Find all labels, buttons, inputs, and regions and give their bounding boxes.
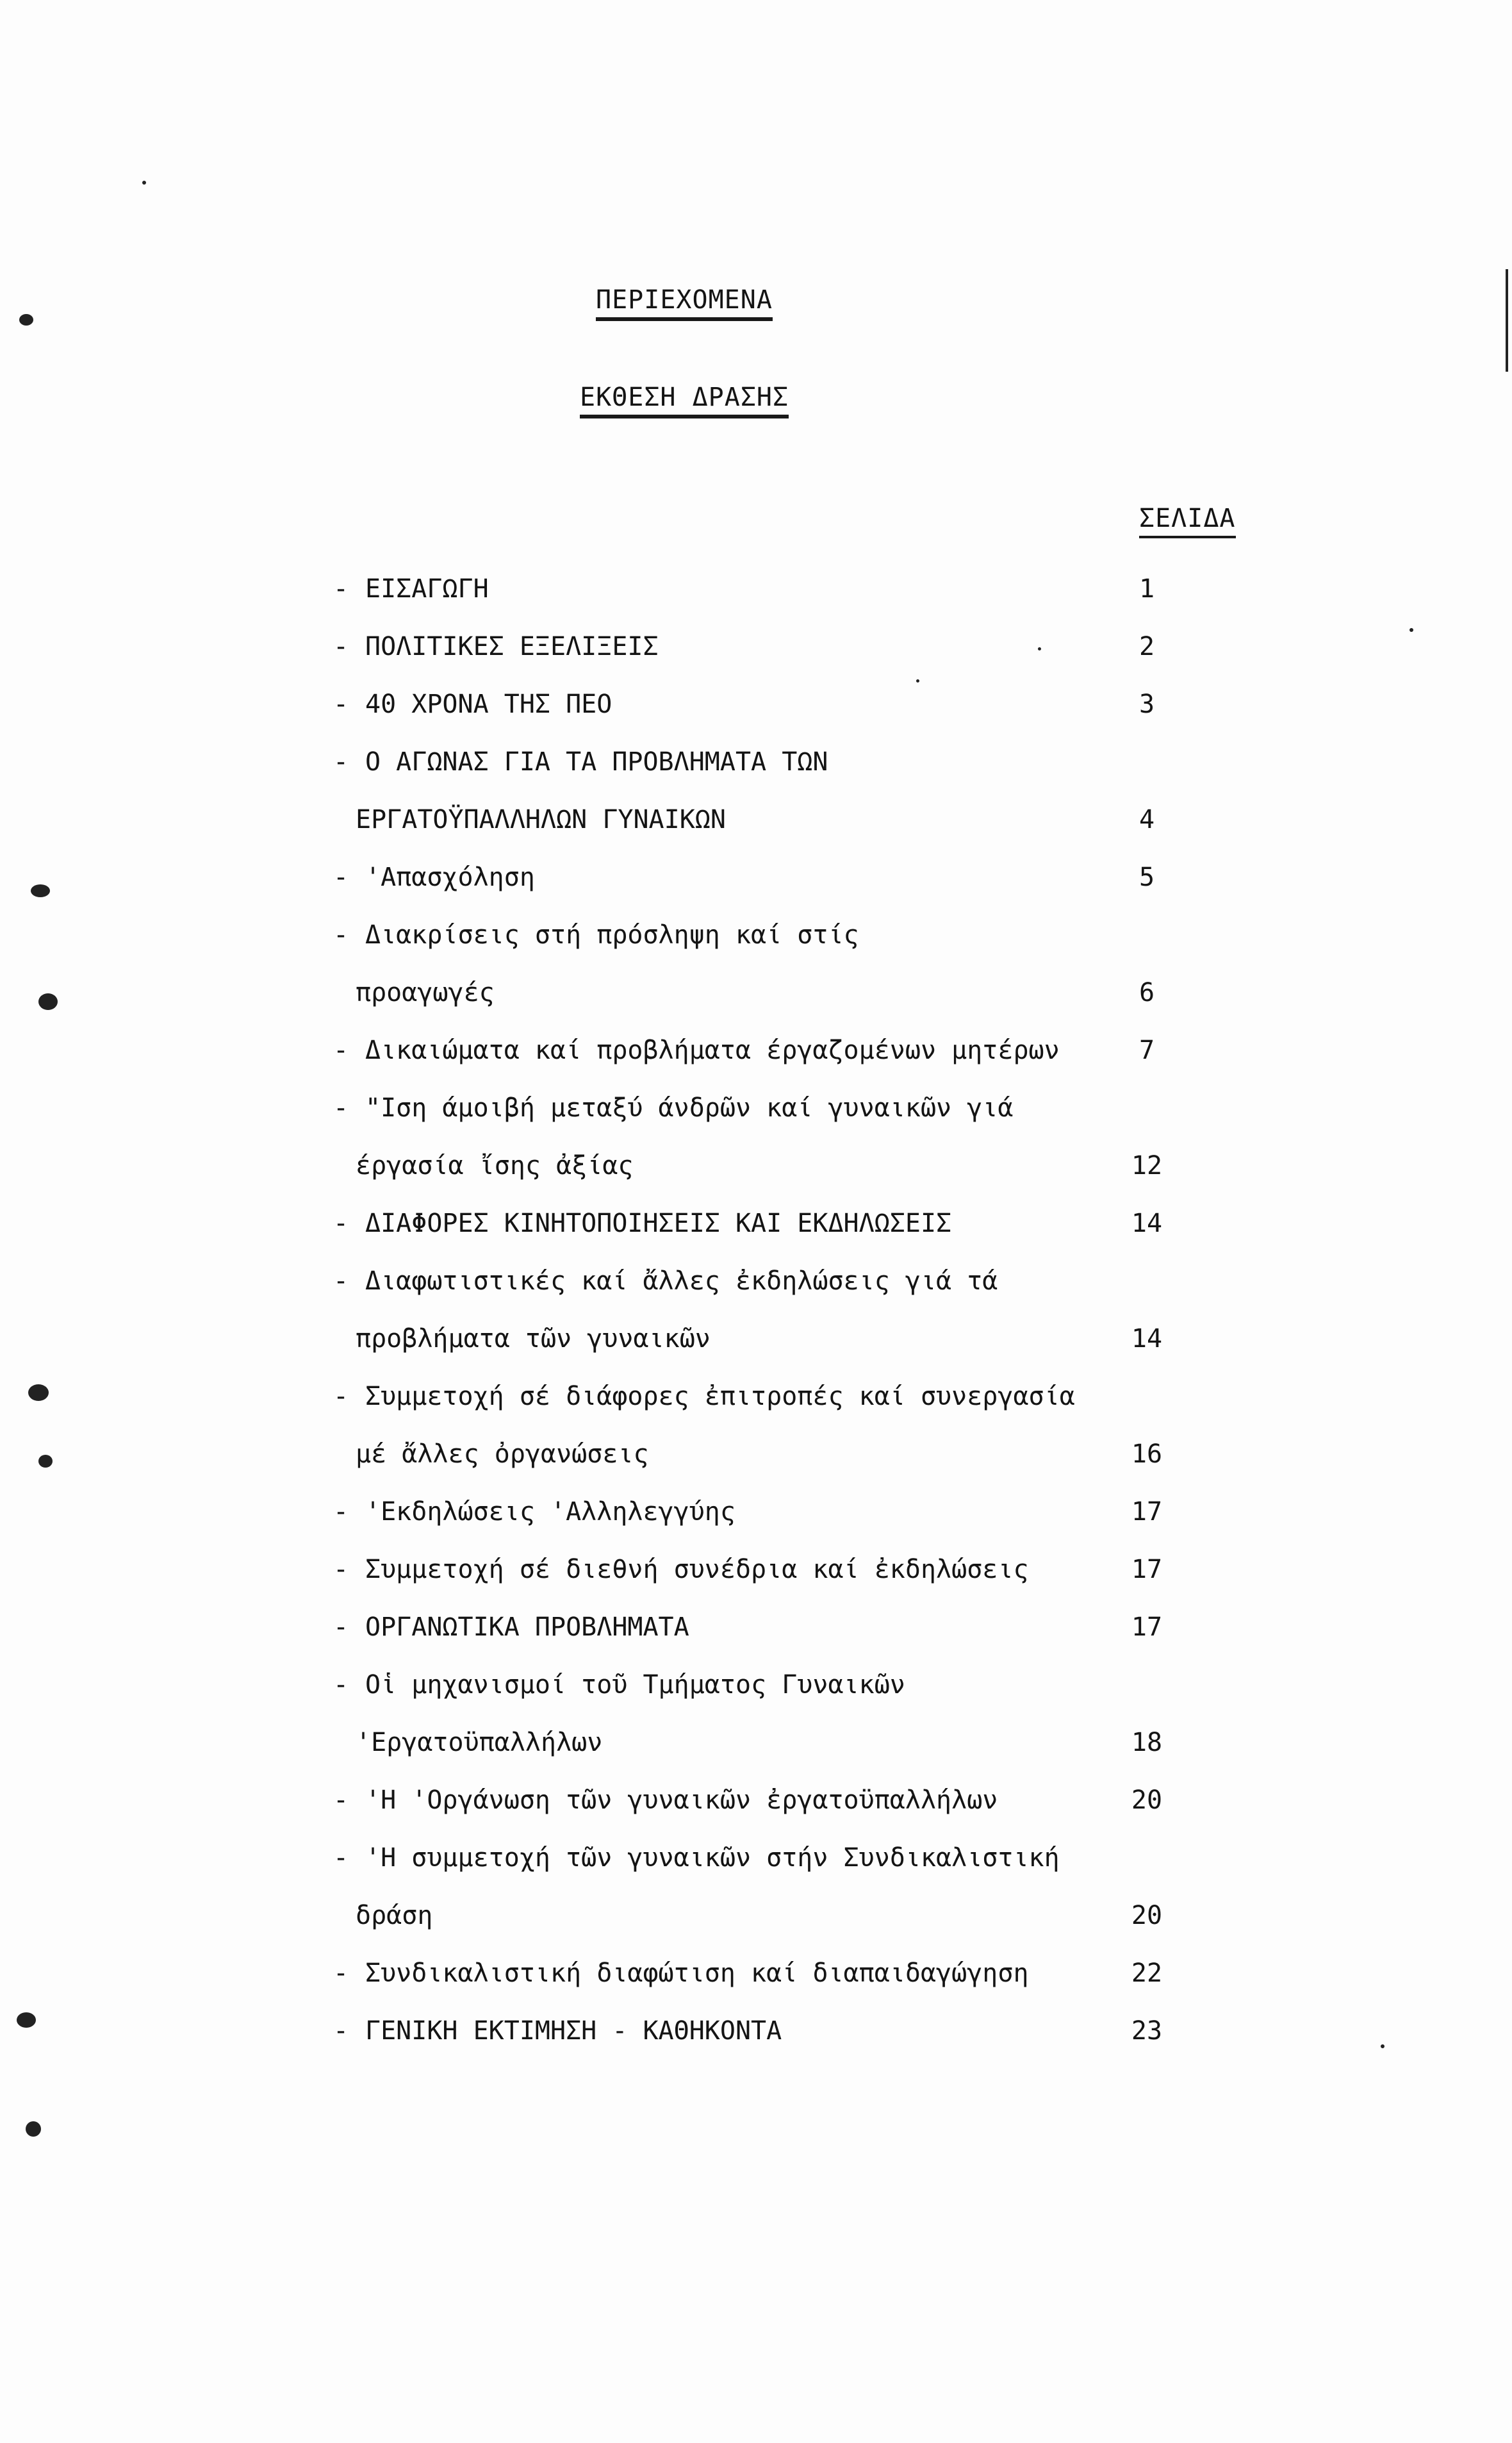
toc-entry [320, 1209, 1281, 1247]
entry-dash: - [333, 747, 349, 777]
entry-dash: - [333, 1959, 349, 1988]
toc-entry [320, 574, 1281, 613]
entry-title: 'Εργατοϋπαλλήλων [356, 1728, 603, 1757]
entry-page-number: 6 [1138, 978, 1155, 1007]
entry-page-number: 20 [1131, 1901, 1163, 1930]
entry-dash: - [333, 1209, 349, 1238]
page-column-header-text: ΣΕΛΙΔΑ [1139, 504, 1236, 533]
speck [142, 181, 146, 185]
subtitle-text: ΕΚΘΕΣΗ ΔΡΑΣΗΣ [580, 383, 789, 412]
entry-title: προβλήματα τῶν γυναικῶν [356, 1324, 711, 1354]
speck [26, 2121, 41, 2137]
entry-dash: - [333, 574, 349, 604]
entry-title: ΕΡΓΑΤΟΫΠΑΛΛΗΛΩΝ ΓΥΝΑΙΚΩΝ [356, 805, 726, 834]
speck [31, 884, 50, 897]
speck [28, 1384, 49, 1401]
entry-page-number: 14 [1131, 1209, 1163, 1238]
entry-title: προαγωγές [356, 978, 495, 1007]
toc-entry [320, 1093, 1281, 1132]
page-column-header [1139, 504, 1236, 538]
toc-entry [320, 747, 1281, 786]
title-underline [596, 317, 773, 321]
entry-dash: - [333, 1555, 349, 1584]
entry-title: Διακρίσεις στή πρόσληψη καί στίς [365, 920, 859, 950]
entry-title: 'Η 'Οργάνωση τῶν γυναικῶν ἐργατοϋπαλλήλων [365, 1785, 998, 1815]
entry-page-number: 12 [1131, 1151, 1163, 1180]
entry-dash: - [333, 920, 349, 950]
entry-page-number: 7 [1138, 1036, 1155, 1065]
speck [19, 314, 33, 326]
toc-entry [320, 863, 1281, 901]
entry-page-number: 23 [1131, 2016, 1163, 2046]
entry-title: "Ιση άμοιβή μεταξύ άνδρῶν καί γυναικῶν γιά [365, 1093, 1014, 1123]
entry-title: Συνδικαλιστική διαφώτιση καί διαπαιδαγώγηση [365, 1959, 1029, 1988]
entry-title: 'Η συμμετοχή τῶν γυναικῶν στήν Συνδικαλιστική [365, 1843, 1060, 1873]
entry-dash: - [333, 1382, 349, 1411]
toc-entry [320, 1785, 1281, 1824]
speck [38, 993, 58, 1010]
toc-entry-continuation [320, 1439, 1281, 1478]
entry-dash: - [333, 1670, 349, 1700]
speck [17, 2012, 36, 2028]
entry-page-number: 5 [1138, 863, 1155, 892]
entry-title: ΔΙΑΦΟΡΕΣ ΚΙΝΗΤΟΠΟΙΗΣΕΙΣ ΚΑΙ ΕΚΔΗΛΩΣΕΙΣ [365, 1209, 952, 1238]
speck [1038, 647, 1041, 650]
entry-page-number: 17 [1131, 1612, 1163, 1642]
entry-dash: - [333, 1036, 349, 1065]
toc-entry-continuation [320, 1901, 1281, 1939]
entry-page-number: 17 [1131, 1555, 1163, 1584]
toc-entry [320, 1266, 1281, 1305]
entry-page-number: 22 [1131, 1959, 1163, 1988]
toc-entry [320, 1959, 1281, 1997]
toc-entry-continuation [320, 978, 1281, 1016]
entry-page-number: 17 [1131, 1497, 1163, 1527]
entry-page-number: 20 [1131, 1785, 1163, 1815]
entry-dash: - [333, 1843, 349, 1873]
toc-entry-continuation [320, 1151, 1281, 1189]
subtitle-underline [580, 415, 789, 418]
toc-entry [320, 1843, 1281, 1882]
toc-entry [320, 920, 1281, 959]
entry-title: Διαφωτιστικές καί ἄλλες ἐκδηλώσεις γιά τά [365, 1266, 998, 1296]
entry-dash: - [333, 2016, 349, 2046]
entry-dash: - [333, 1785, 349, 1815]
toc-entry [320, 1670, 1281, 1709]
toc-entry [320, 1036, 1281, 1074]
entry-page-number: 14 [1131, 1324, 1163, 1354]
speck [38, 1455, 53, 1468]
entry-page-number: 2 [1138, 632, 1155, 661]
speck [1506, 269, 1508, 372]
entry-page-number: 18 [1131, 1728, 1163, 1757]
entry-dash: - [333, 1497, 349, 1527]
entry-title: ΕΙΣΑΓΩΓΗ [365, 574, 489, 604]
speck [916, 679, 919, 683]
toc-entry-continuation [320, 805, 1281, 843]
entry-title: Συμμετοχή σέ διεθνή συνέδρια καί ἐκδηλώσεις [365, 1555, 1029, 1584]
entry-title: Συμμετοχή σέ διάφορες ἐπιτροπές καί συνεργασία [365, 1382, 1075, 1411]
toc-entry [320, 2016, 1281, 2055]
toc-entry-continuation [320, 1728, 1281, 1766]
entry-page-number: 16 [1131, 1439, 1163, 1469]
toc-entry [320, 632, 1281, 670]
toc-entry [320, 1612, 1281, 1651]
entry-title: Οἱ μηχανισμοί τοῦ Τμήματος Γυναικῶν [365, 1670, 905, 1700]
speck [1409, 628, 1413, 632]
entry-title: 40 ΧΡΟΝΑ ΤΗΣ ΠΕΟ [365, 690, 612, 719]
entry-title: 'Απασχόληση [365, 863, 535, 892]
toc-entry [320, 690, 1281, 728]
entry-dash: - [333, 1093, 349, 1123]
entry-title: μέ ἄλλες ὀργανώσεις [356, 1439, 649, 1469]
entry-title: ΓΕΝΙΚΗ ΕΚΤΙΜΗΣΗ - ΚΑΘΗΚΟΝΤΑ [365, 2016, 782, 2046]
entry-page-number: 1 [1138, 574, 1155, 604]
entry-title: ΠΟΛΙΤΙΚΕΣ ΕΞΕΛΙΞΕΙΣ [365, 632, 659, 661]
entry-dash: - [333, 863, 349, 892]
entry-dash: - [333, 1612, 349, 1642]
toc-entry [320, 1382, 1281, 1420]
title-text: ΠΕΡΙΕΧΟΜΕΝΑ [596, 285, 773, 315]
entry-dash: - [333, 1266, 349, 1296]
page-title [596, 285, 773, 321]
entry-title: Δικαιώματα καί προβλήματα έργαζομένων μητέρων [365, 1036, 1060, 1065]
entry-page-number: 3 [1138, 690, 1155, 719]
toc-entry-continuation [320, 1324, 1281, 1362]
page-column-header-underline [1139, 536, 1236, 538]
toc-entry [320, 1555, 1281, 1593]
entry-title: έργασία ἴσης ἀξίας [356, 1151, 634, 1180]
entry-title: Ο ΑΓΩΝΑΣ ΓΙΑ ΤΑ ΠΡΟΒΛΗΜΑΤΑ ΤΩΝ [365, 747, 828, 777]
toc-entry [320, 1497, 1281, 1536]
speck [1381, 2044, 1385, 2048]
page-subtitle [580, 383, 789, 418]
entry-title: δράση [356, 1901, 433, 1930]
entry-page-number: 4 [1138, 805, 1155, 834]
entry-title: 'Εκδηλώσεις 'Αλληλεγγύης [365, 1497, 735, 1527]
entry-dash: - [333, 632, 349, 661]
entry-title: ΟΡΓΑΝΩΤΙΚΑ ΠΡΟΒΛΗΜΑΤΑ [365, 1612, 689, 1642]
entry-dash: - [333, 690, 349, 719]
